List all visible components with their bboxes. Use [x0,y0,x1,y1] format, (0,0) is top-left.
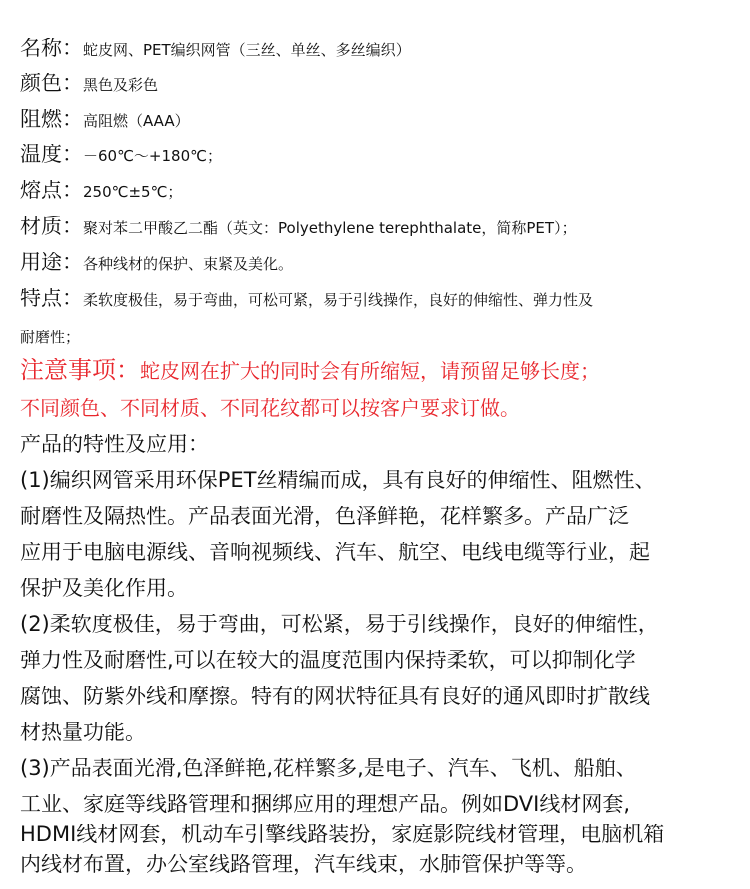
paragraph-line: HDMI线材网套，机动车引擎线路装扮，家庭影院线材管理，电脑机箱 [20,824,665,845]
spec-row-usage [20,252,742,273]
spec-row-melting-point [20,180,742,201]
spec-value: 高阻燃（AAA） [83,112,190,130]
spec-label: 阻燃： [20,109,83,130]
spec-label: 熔点： [20,180,83,201]
spec-row-features [20,288,742,309]
notice-line [20,358,742,382]
paragraph-line: 弹力性及耐磨性,可以在较大的温度范围内保持柔软，可以抑制化学 [20,650,636,671]
spec-value: 各种线材的保护、束紧及美化。 [83,255,294,273]
paragraph-line: 内线材布置，办公室线路管理，汽车线束，水肺管保护等等。 [20,854,587,875]
paragraph-line: (2)柔软度极佳，易于弯曲，可松紧，易于引线操作，良好的伸缩性， [20,614,659,635]
spec-value: 蛇皮网、PET编织网管（三丝、单丝、多丝编织） [83,41,411,59]
spec-label: 温度： [20,144,83,165]
paragraph-line: 应用于电脑电源线、音响视频线、汽车、航空、电线电缆等行业，起 [20,542,650,563]
spec-label: 颜色： [20,73,83,94]
spec-value: 柔软度极佳，易于弯曲，可松可紧，易于引线操作，良好的伸缩性、弹力性及 [83,291,594,309]
paragraph-line: 材热量功能。 [20,722,146,743]
paragraph-line: 耐磨性及隔热性。产品表面光滑，色泽鲜艳，花样繁多。产品广泛 [20,506,629,527]
paragraph-line: 工业、家庭等线路管理和捆绑应用的理想产品。例如DVI线材网套, [20,794,631,815]
spec-row-temperature [20,144,742,165]
paragraph-line: 腐蚀、防紫外线和摩擦。特有的网状特征具有良好的通风即时扩散线 [20,686,650,707]
spec-row-material [20,216,742,237]
paragraph-line: (1)编织网管采用环保PET丝精编而成，具有良好的伸缩性、阻燃性、 [20,470,656,491]
spec-value: 黑色及彩色 [83,76,159,94]
notice-text: 蛇皮网在扩大的同时会有所缩短，请预留足够长度； [140,359,600,382]
notice-title: 注意事项： [20,358,140,382]
spec-continuation: 耐磨性； [20,330,81,345]
spec-value: －60℃～+180℃； [83,147,222,165]
notice-line-2: 不同颜色、不同材质、不同花纹都可以按客户要求订做。 [20,398,520,418]
spec-label: 名称： [20,38,83,59]
spec-label: 材质： [20,216,83,237]
spec-row-flame [20,109,742,130]
spec-label: 用途： [20,252,83,273]
spec-value: 聚对苯二甲酸乙二酯（英文：Polyethylene terephthalate，简称PET）； [83,219,577,237]
spec-row-color [20,73,742,94]
spec-label: 特点： [20,288,83,309]
paragraph-line: 保护及美化作用。 [20,578,188,599]
spec-row-name [20,38,742,59]
paragraph-line: (3)产品表面光滑,色泽鲜艳,花样繁多,是电子、汽车、飞机、船舶、 [20,758,637,779]
section-title: 产品的特性及应用： [20,434,209,455]
spec-value: 250℃±5℃； [83,183,183,201]
